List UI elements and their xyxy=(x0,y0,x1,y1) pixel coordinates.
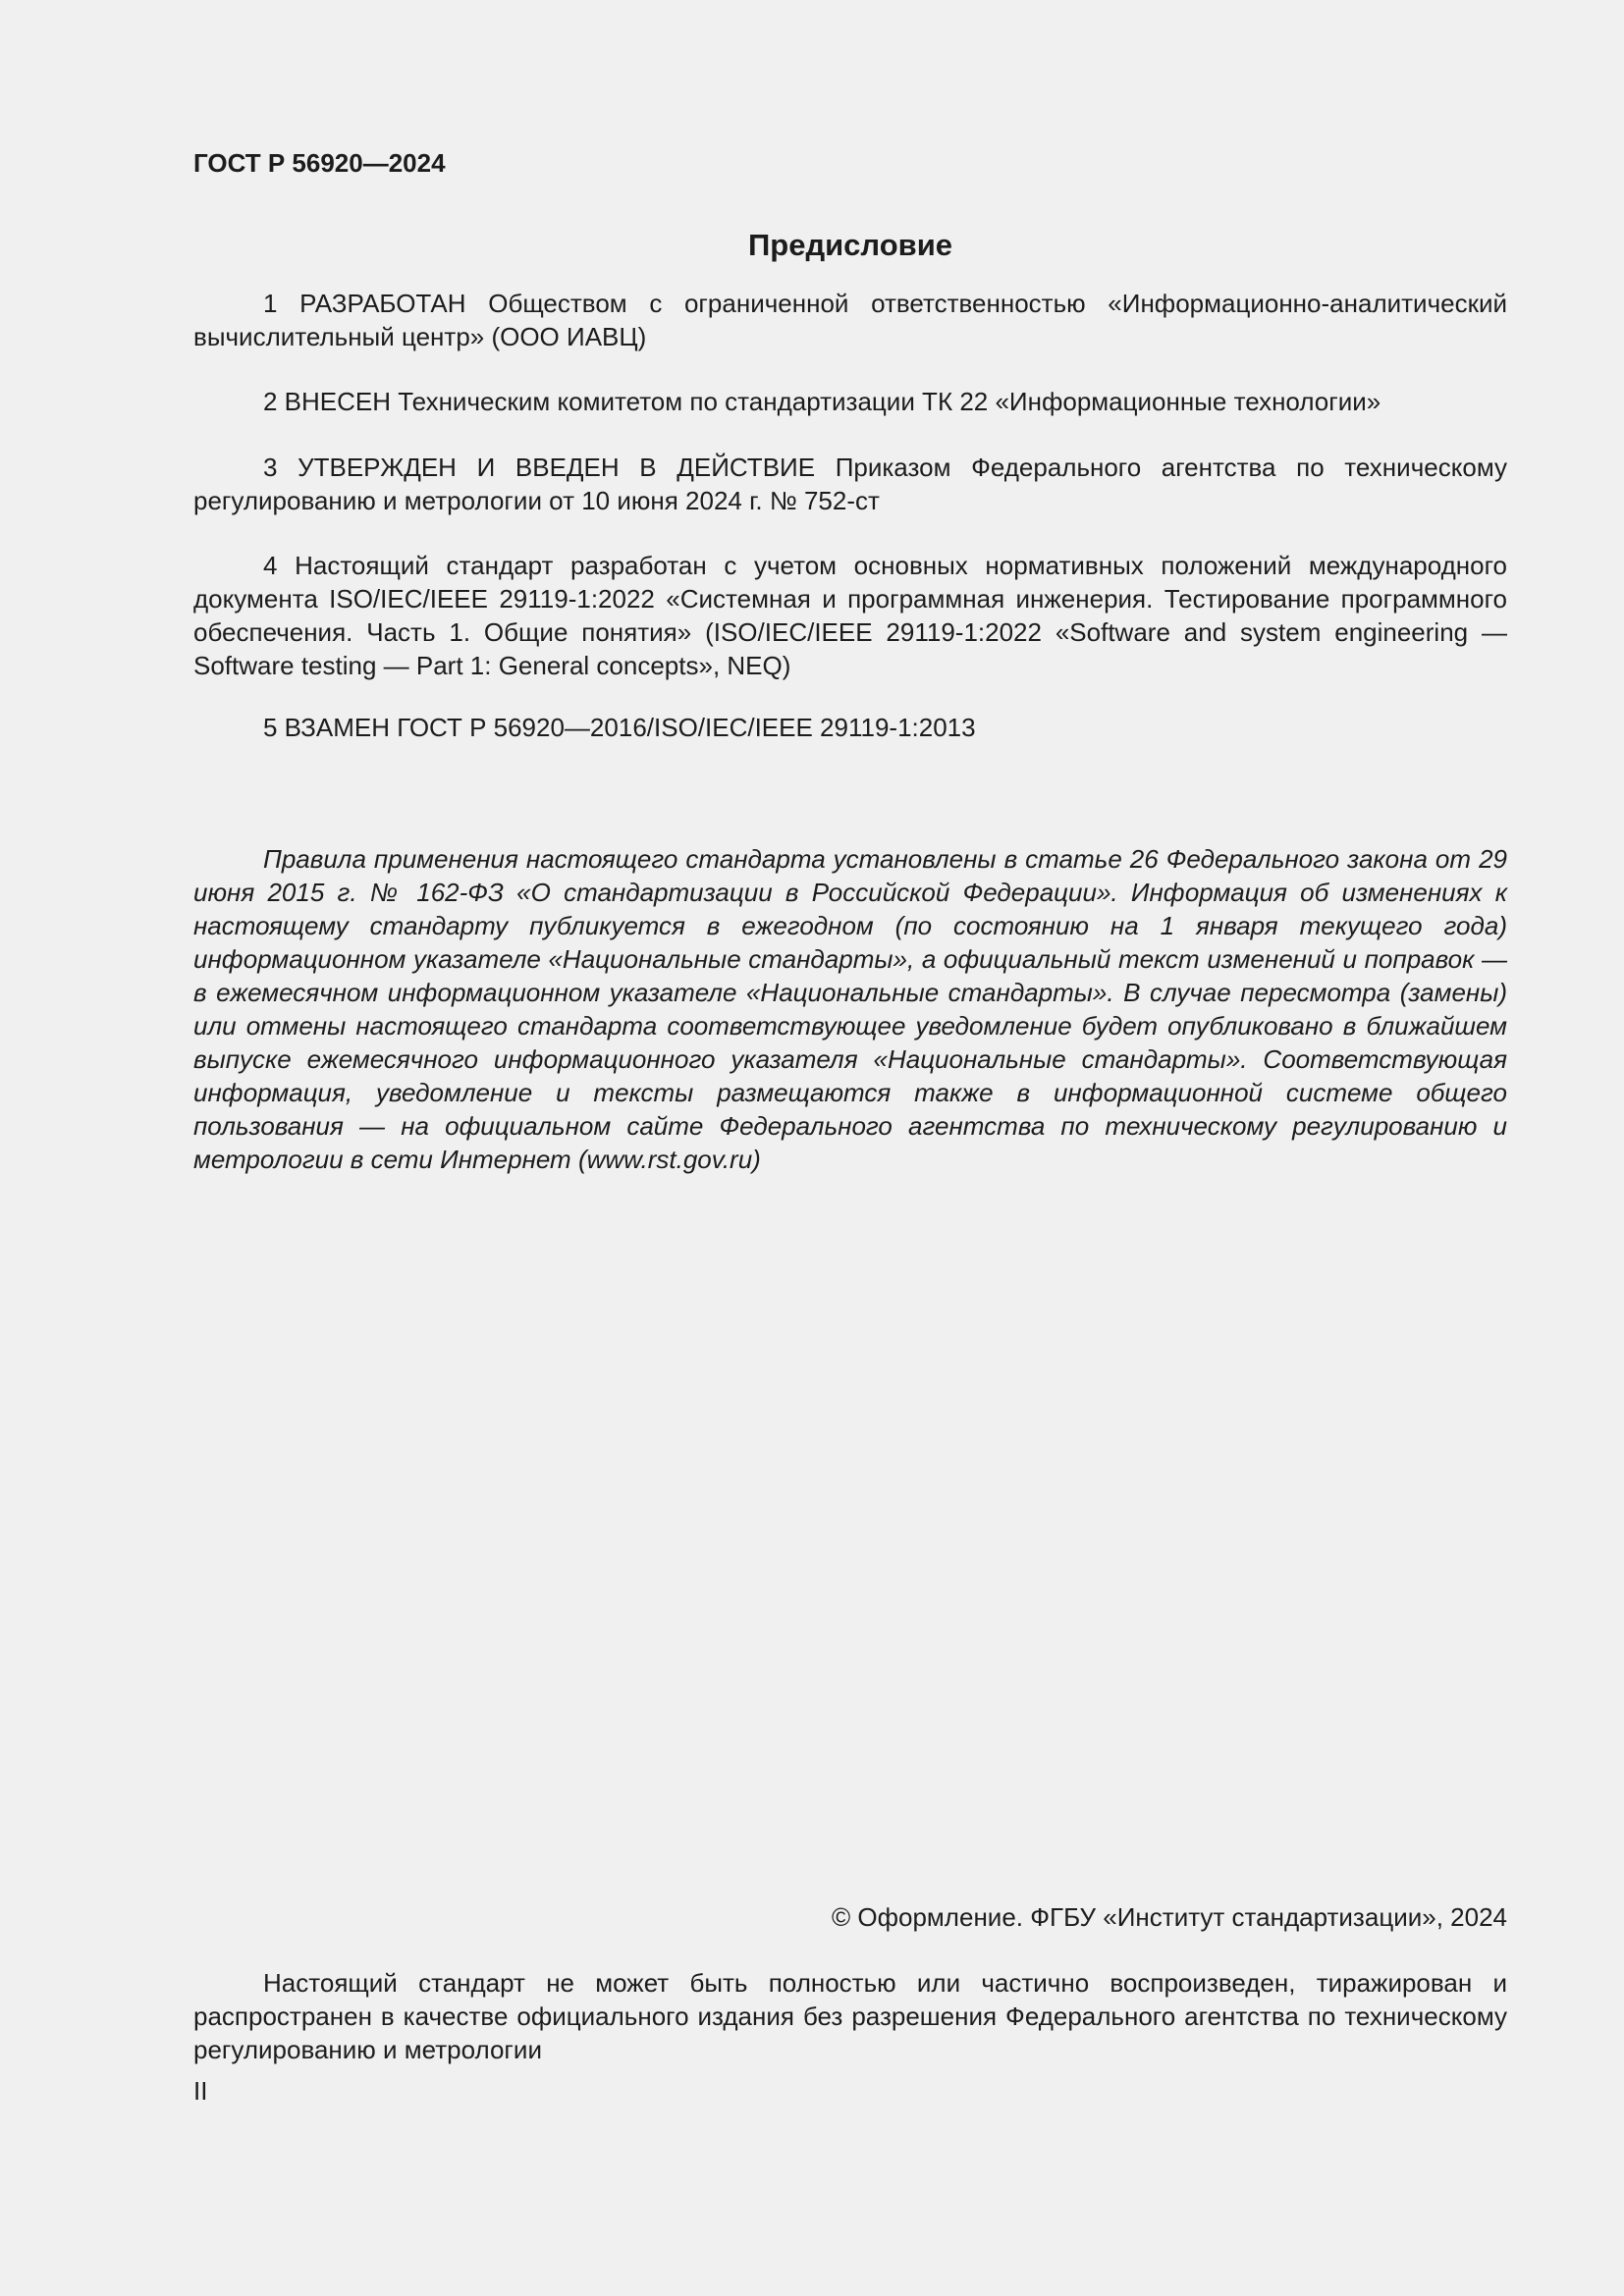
document-code: ГОСТ Р 56920—2024 xyxy=(193,148,446,178)
foreword-item-3: 3 УТВЕРЖДЕН И ВВЕДЕН В ДЕЙСТВИЕ Приказом Федерального агентства по техническому регулированию и метрологии от 10 июня 2024 г. № 752-ст xyxy=(193,453,1507,515)
foreword-item-1: 1 РАЗРАБОТАН Обществом с ограниченной ответственностью «Информационно-аналитический вычислительный центр» (ООО ИАВЦ) xyxy=(193,289,1507,351)
page-title: Предисловие xyxy=(747,228,952,262)
page-number: II xyxy=(193,2076,208,2106)
rules-note: Правила применения настоящего стандарта установлены в статье 26 Федерального закона от 29 июня 2015 г. № 162-ФЗ «О стандартизации в Российской Федерации». Информация об изменениях к настоящему стандарту публикуется в ежегодном (по состоянию на 1 января текущего года) информационном указателе «Национальные стандарты», а официальный текст изменений и поправок — в ежемесячном информационном указателе «Национальные стандарты». В случае пересмотра (замены) или отмены настоящего стандарта соответствующее уведомление будет опубликовано в ближайшем выпуске ежемесячного информационного указателя «Национальные стандарты». Соответствующая информация, уведомление и тексты размещаются также в информационной системе общего пользования — на официальном сайте Федерального агентства по техническому регулированию и метрологии в сети Интернет (www.rst.gov.ru) xyxy=(193,844,1507,1174)
reproduction-notice: Настоящий стандарт не может быть полностью или частично воспроизведен, тиражирован и распространен в качестве официального издания без разрешения Федерального агентства по техническому регулированию и метрологии xyxy=(193,1968,1507,2064)
copyright-line: © Оформление. ФГБУ «Институт стандартизации», 2024 xyxy=(832,1902,1507,1932)
foreword-item-5: 5 ВЗАМЕН ГОСТ Р 56920—2016/ISO/IEC/IEEE 29119-1:2013 xyxy=(263,713,976,742)
foreword-item-2: 2 ВНЕСЕН Техническим комитетом по стандартизации ТК 22 «Информационные технологии» xyxy=(263,387,1381,416)
foreword-item-4: 4 Настоящий стандарт разработан с учетом основных нормативных положений международного документа ISO/IEC/IEEE 29119-1:2022 «Системная и программная инженерия. Тестирование программного обеспечения. Часть 1. Общие понятия» (ISO/IEC/IEEE 29119-1:2022 «Software and system engineering — Software testing — Part 1: General concepts», NEQ) xyxy=(193,551,1507,680)
